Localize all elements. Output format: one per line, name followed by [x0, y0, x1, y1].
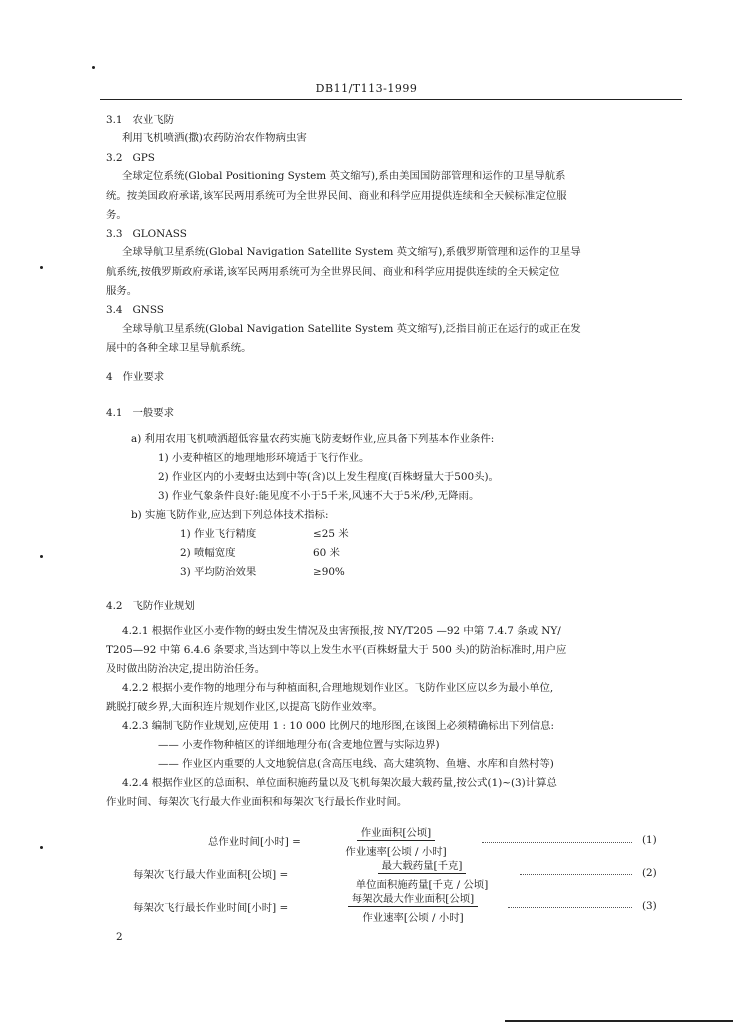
para-4-2-2-line-2: 跳脱打破乡界,大面积连片规划作业区,以提高飞防作业效率。: [106, 701, 383, 713]
section-title: GPS: [132, 152, 155, 164]
section-3-4-line-1: 全球导航卫星系统(Global Navigation Satellite System 英文缩写),泛指目前正在运行的或正在发: [122, 323, 581, 335]
para-4-2-2-line-1: 4.2.2 根据小麦作物的地理分布与种植面积,合理地规划作业区。飞防作业区应以乡为最小单位,: [122, 682, 554, 694]
formula-2-fraction: [340, 857, 504, 891]
formula-1-lhs: 总作业时间[小时] =: [208, 836, 301, 848]
scan-speck: [92, 66, 95, 69]
section-3-1-heading: [106, 113, 174, 127]
formula-2-numerator: 最大载药量[千克]: [378, 857, 467, 874]
item-a-3: 3) 作业气象条件良好:能见度不小于5千米,风速不大于5米/秒,无降雨。: [158, 490, 480, 502]
formula-3-leader: [508, 907, 632, 908]
scan-speck: [40, 266, 43, 269]
formula-3-numerator: 每架次最大作业面积[公顷]: [348, 890, 478, 907]
section-3-2-line-3: 务。: [106, 209, 127, 221]
page-number: 2: [116, 931, 123, 943]
item-b-2-label: 2) 喷幅宽度: [180, 547, 236, 559]
section-3-4-heading: [106, 303, 164, 317]
para-4-2-4-line-1: 4.2.4 根据作业区的总面积、单位面积施药量以及飞机每架次最大载药量,按公式(1)~(3)计算总: [122, 777, 557, 789]
formula-1-numerator: 作业面积[公顷]: [357, 824, 435, 841]
item-b-2-value: 60 米: [313, 547, 340, 559]
section-title: 农业飞防: [132, 114, 175, 126]
section-title: GLONASS: [132, 228, 187, 240]
section-4-heading: [106, 370, 164, 384]
section-3-3-line-1: 全球导航卫星系统(Global Navigation Satellite System 英文缩写),系俄罗斯管理和运作的卫星导: [122, 246, 581, 258]
section-title: 一般要求: [132, 407, 175, 419]
section-3-3-line-2: 航系统,按俄罗斯政府承诺,该军民两用系统可为全世界民间、商业和科学应用提供连续的全天候定位: [106, 266, 560, 278]
para-4-2-3-dash-1: —— 小麦作物种植区的详细地理分布(含麦地位置与实际边界): [158, 739, 440, 751]
formula-1-number: (1): [642, 834, 657, 846]
item-b-3-value: ≥90%: [313, 566, 345, 578]
section-number: 4.2: [106, 600, 123, 612]
section-3-2-heading: [106, 151, 155, 165]
formula-3-lhs: 每架次飞行最长作业时间[小时] =: [133, 902, 289, 914]
para-4-2-1-line-1: 4.2.1 根据作业区小麦作物的蚜虫发生情况及虫害预报,按 NY/T205 —92 中第 7.4.7 条或 NY/: [122, 625, 561, 637]
scan-speck: [40, 555, 43, 558]
header-rule: [100, 99, 682, 100]
para-4-2-4-line-2: 作业时间、每架次飞行最大作业面积和每架次飞行最长作业时间。: [106, 796, 408, 808]
formula-3-denominator: 作业速率[公顷 / 小时]: [362, 912, 464, 924]
formula-2-leader: [520, 874, 632, 875]
section-number: 4: [106, 371, 113, 383]
formula-2-lhs: 每架次飞行最大作业面积[公顷] =: [133, 869, 289, 881]
scan-speck: [40, 846, 43, 849]
section-number: 3.1: [106, 114, 123, 126]
section-title: 飞防作业规划: [132, 600, 195, 612]
section-title: 作业要求: [122, 371, 165, 383]
section-number: 3.3: [106, 228, 123, 240]
formula-3-number: (3): [642, 900, 657, 912]
item-a: a) 利用农用飞机喷洒超低容量农药实施飞防麦蚜作业,应具备下列基本作业条件:: [131, 433, 495, 445]
para-4-2-3-dash-2: —— 作业区内重要的人文地貌信息(含高压电线、高大建筑物、鱼塘、水库和自然村等): [158, 758, 554, 770]
section-3-4-line-2: 展中的各种全球卫星导航系统。: [106, 342, 252, 354]
item-a-2: 2) 作业区内的小麦蚜虫达到中等(含)以上发生程度(百株蚜量大于500头)。: [158, 471, 499, 483]
formula-3-fraction: [333, 890, 493, 924]
section-3-2-line-1: 全球定位系统(Global Positioning System 英文缩写),系由美国国防部管理和运作的卫星导航系: [122, 170, 566, 182]
item-b-3-label: 3) 平均防治效果: [180, 566, 257, 578]
para-4-2-1-line-3: 及时做出防治决定,提出防治任务。: [106, 663, 266, 675]
formula-1-denominator: 作业速率[公顷 / 小时]: [345, 846, 447, 858]
section-3-1-body: 利用飞机喷洒(撒)农药防治农作物病虫害: [122, 132, 307, 144]
formula-2-number: (2): [642, 867, 657, 879]
section-number: 4.1: [106, 407, 123, 419]
document-code: DB11/T113-1999: [315, 82, 418, 95]
para-4-2-1-line-2: T205—92 中第 6.4.6 条要求,当达到中等以上发生水平(百株蚜量大于 500 头)的防治标准时,用户应: [106, 644, 567, 656]
section-number: 3.4: [106, 304, 123, 316]
section-3-2-line-2: 统。按美国政府承诺,该军民两用系统可为全世界民间、商业和科学应用提供连续和全天候标准定位服: [106, 190, 567, 202]
formula-1-leader: [482, 842, 632, 843]
formula-1-fraction: [326, 824, 466, 858]
bottom-rule: [505, 1020, 733, 1022]
section-4-2-heading: [106, 599, 195, 613]
section-4-1-heading: [106, 406, 174, 420]
item-a-1: 1) 小麦种植区的地理地形环境适于飞行作业。: [158, 452, 370, 464]
section-title: GNSS: [132, 304, 164, 316]
section-3-3-heading: [106, 227, 187, 241]
section-number: 3.2: [106, 152, 123, 164]
para-4-2-3-line-1: 4.2.3 编制飞防作业规划,应使用 1 : 10 000 比例尺的地形图,在该图上必须精确标出下列信息:: [122, 720, 555, 732]
item-b: b) 实施飞防作业,应达到下列总体技术指标:: [131, 509, 329, 521]
formula-2-denominator: 单位面积施药量[千克 / 公顷]: [355, 879, 489, 891]
item-b-1-value: ≤25 米: [313, 528, 349, 540]
section-3-3-line-3: 服务。: [106, 285, 138, 297]
item-b-1-label: 1) 作业飞行精度: [180, 528, 257, 540]
